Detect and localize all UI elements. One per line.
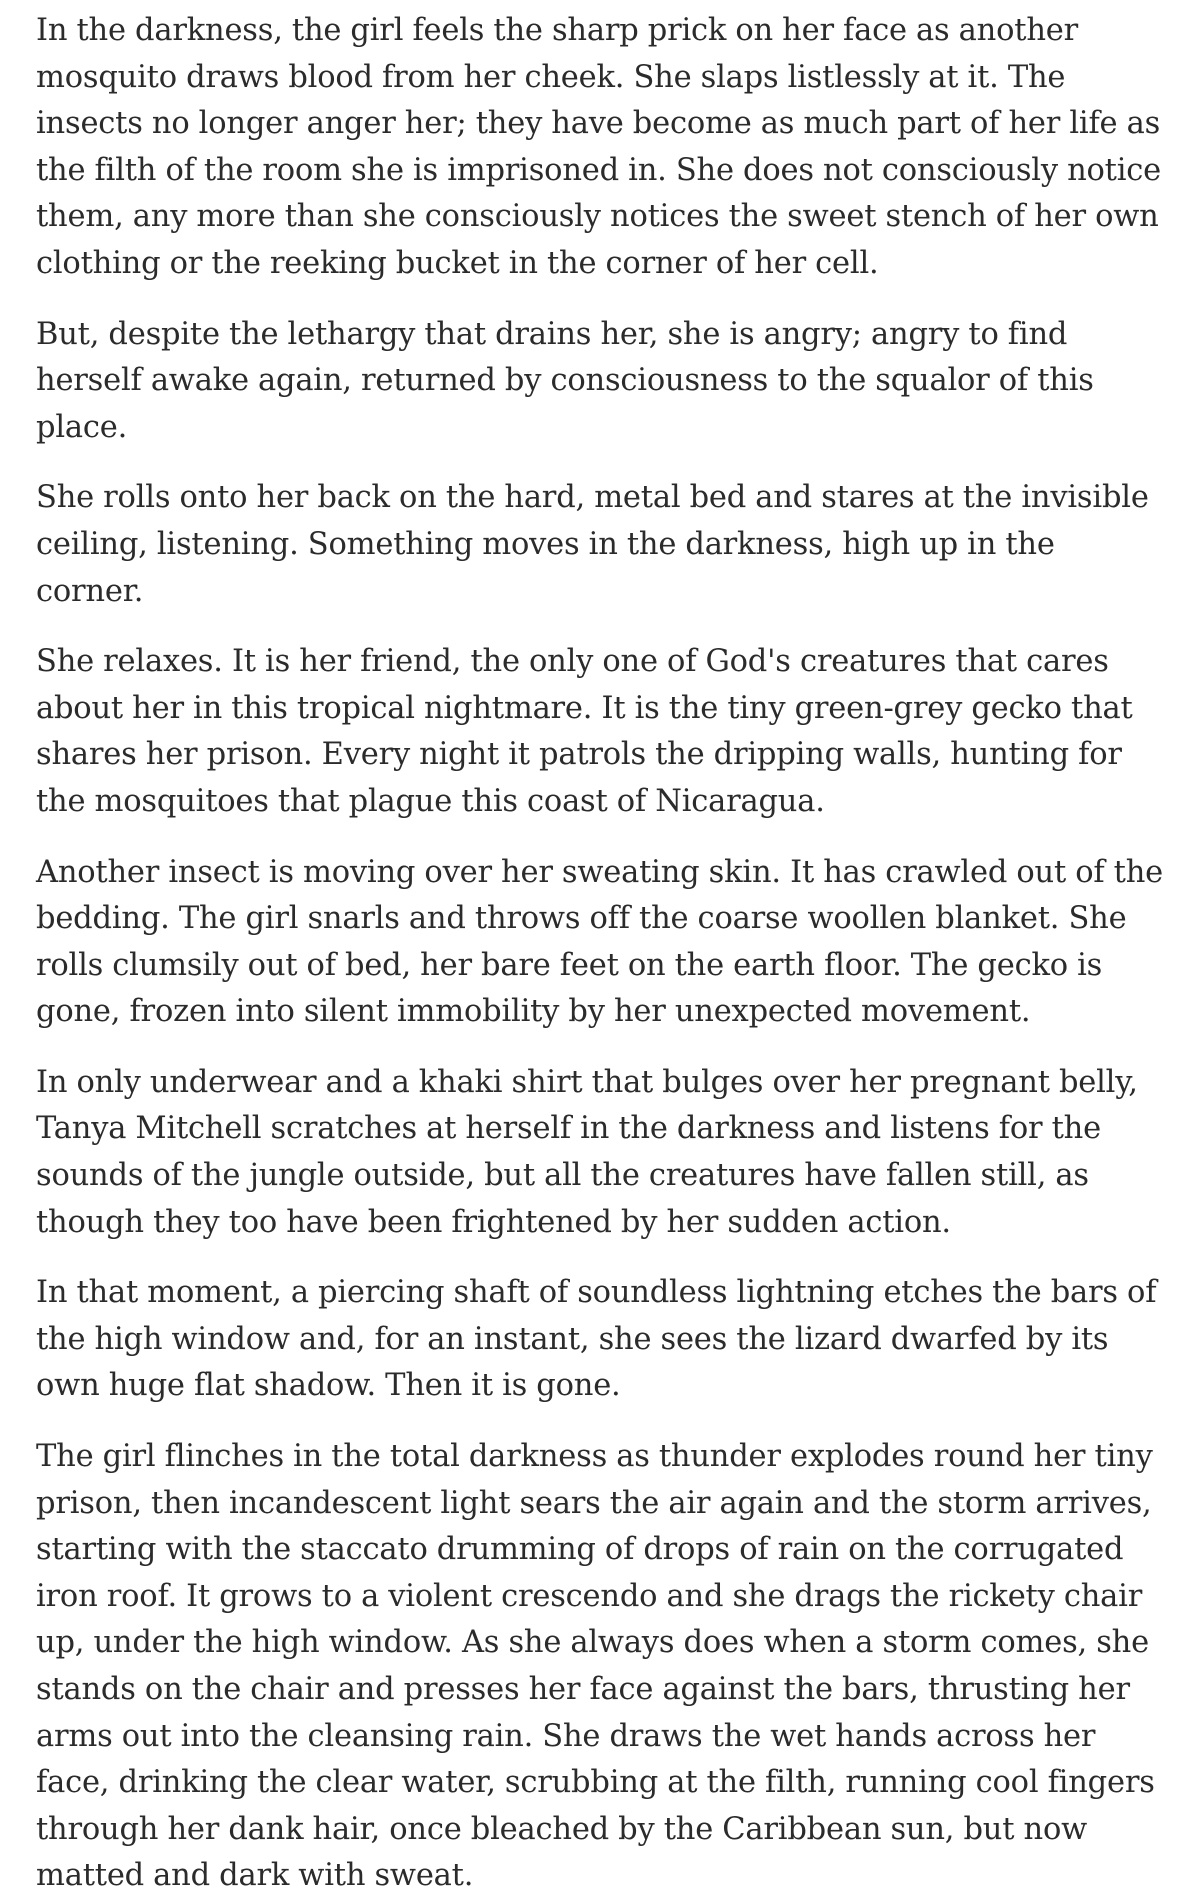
paragraph-8: The girl flinches in the total darkness as thunder explodes round her tiny prison, then incandescent light sears the air again and the storm arrives, starting with the staccato drumming of drops of rain on the corrugated iron roof. It grows to a violent crescendo and she drags the rickety chair up, under the high window. As she always does when a storm comes, she stands on the chair and presses her face against the bars, thrusting her arms out into the cleansing rain. She draws the wet hands across her face, drinking the clear water, scrubbing at the filth, running cool fingers through her dank hair, once bleached by the Caribbean sun, but now matted and dark with sweat. — [36, 1439, 1155, 1894]
paragraph-7: In that moment, a piercing shaft of soundless lightning etches the bars of the high window and, for an instant, she sees the lizard dwarfed by its own huge flat shadow. Then it is gone. — [36, 1275, 1157, 1404]
paragraph-5: Another insect is moving over her sweating skin. It has crawled out of the bedding. The girl snarls and throws off the coarse woollen blanket. She rolls clumsily out of bed, her bare feet on the earth floor. The gecko is gone, frozen into silent immobility by her unexpected movement. — [36, 854, 1164, 1030]
paragraph-2: But, despite the lethargy that drains her, she is angry; angry to find herself awake again, returned by consciousness to the squalor of this place. — [36, 316, 1094, 445]
paragraph-4: She relaxes. It is her friend, the only one of God's creatures that cares about her in this tropical nightmare. It is the tiny green-grey gecko that shares her prison. Every night it patrols the dripping walls, hunting for the mosquitoes that plague this coast of Nicaragua. — [36, 644, 1133, 819]
paragraph-6: In only underwear and a khaki shirt that bulges over her pregnant belly, Tanya Mitchell scratches at herself in the darkness and listens for the sounds of the jungle outside, but all the creatures have fallen still, as though they too have been frightened by her sudden action. — [36, 1064, 1138, 1240]
paragraph-3: She rolls onto her back on the hard, metal bed and stares at the invisible ceiling, listening. Something moves in the darkness, high up in the corner. — [36, 480, 1149, 609]
paragraph-1: In the darkness, the girl feels the sharp prick on her face as another mosquito draws blood from her cheek. She slaps listlessly at it. The insects no longer anger her; they have become as much part of her life as the filth of the room she is imprisoned in. She does not consciously notice them, any more than she consciously notices the sweet stench of her own clothing or the reeking bucket in the corner of her cell. — [36, 13, 1162, 281]
